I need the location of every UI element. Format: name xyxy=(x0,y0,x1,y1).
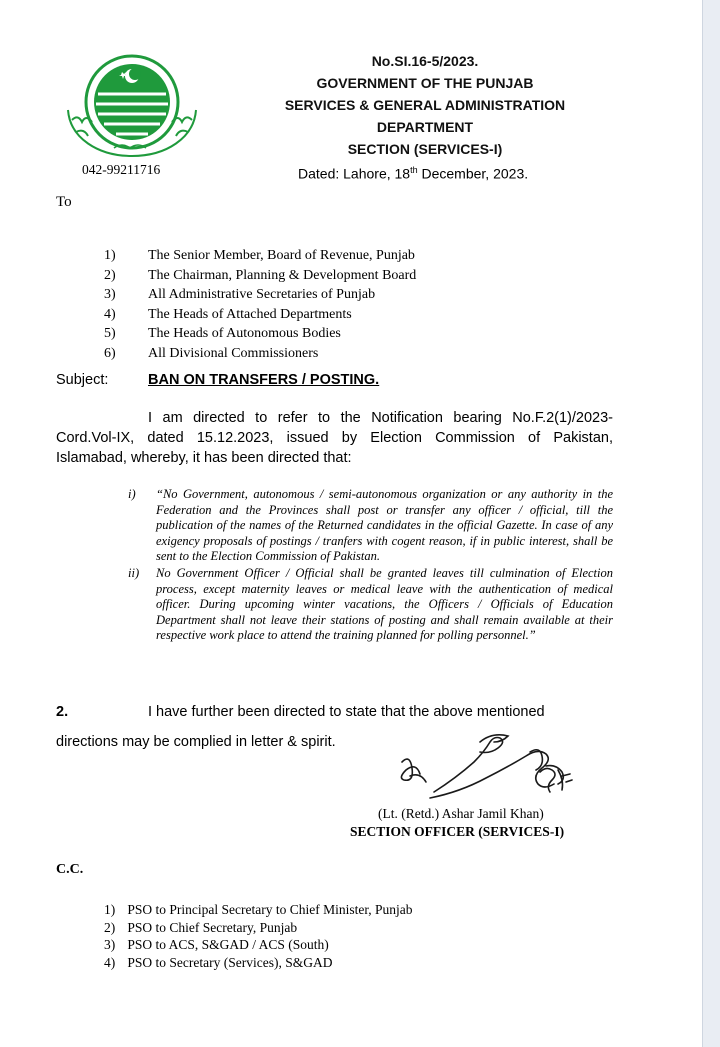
item-number: 2) xyxy=(104,919,116,935)
date-suffix: December, 2023. xyxy=(417,165,529,182)
date-prefix: Dated: Lahore, 18 xyxy=(298,165,411,182)
list-item xyxy=(104,919,413,937)
subject-text: BAN ON TRANSFERS / POSTING. xyxy=(148,372,380,388)
recipient-list xyxy=(104,246,416,363)
item-text: PSO to Secretary (Services), S&GAD xyxy=(127,954,333,970)
list-item xyxy=(104,246,416,266)
to-label: To xyxy=(56,194,72,210)
signatory-title: SECTION OFFICER (SERVICES-I) xyxy=(350,824,565,839)
paragraph-2-line-1: I have further been directed to state that the above mentioned xyxy=(148,704,545,720)
list-item xyxy=(104,901,413,919)
list-item xyxy=(104,305,416,325)
handwritten-signature xyxy=(390,732,590,814)
item-number: 4) xyxy=(104,306,116,322)
item-text: All Administrative Secretaries of Punjab xyxy=(148,287,376,302)
department-line-2: DEPARTMENT xyxy=(376,119,474,135)
item-text: The Senior Member, Board of Revenue, Punjab xyxy=(148,248,415,263)
direction-number: i) xyxy=(128,487,136,501)
paragraph-1-text: I am directed to refer to the Notification bearing No.F.2(1)/2023-Cord.Vol-IX, dated 15.12.2023, issued by Election Commission of Pakistan, Islamabad, whereby, it has been directed that: xyxy=(56,410,613,466)
item-number: 4) xyxy=(104,954,116,970)
list-item xyxy=(104,266,416,286)
item-text: PSO to Chief Secretary, Punjab xyxy=(127,919,298,935)
item-text: The Chairman, Planning & Development Board xyxy=(148,267,417,283)
directions-quote xyxy=(128,487,613,645)
item-text: All Divisional Commissioners xyxy=(148,345,319,361)
list-item xyxy=(104,344,416,364)
direction-text: No Government Officer / Official shall be granted leaves till culmination of Election process, except maternity leaves or medical leave with the authentication of medical officer. During upcoming winter vacations, the Officers / Officials of Education Department shall not leave their stations of posting and shall remain available at their respective work place to attend the training planned for polling personnel.” xyxy=(156,565,613,643)
direction-item xyxy=(128,566,613,644)
paragraph-2-line-2: directions may be complied in letter & spirit. xyxy=(56,734,336,750)
section-name: SECTION (SERVICES-I) xyxy=(347,141,503,157)
list-item xyxy=(104,936,413,954)
item-text: PSO to ACS, S&GAD / ACS (South) xyxy=(127,937,329,952)
cc-list xyxy=(104,901,413,971)
item-text: The Heads of Autonomous Bodies xyxy=(148,326,341,341)
direction-item xyxy=(128,487,613,565)
list-item xyxy=(104,954,413,972)
item-number: 2) xyxy=(104,267,116,283)
punjab-government-logo xyxy=(58,50,206,162)
direction-number: ii) xyxy=(128,565,140,580)
item-number: 5) xyxy=(104,326,116,341)
item-number: 6) xyxy=(104,345,116,361)
government-name: GOVERNMENT OF THE PUNJAB xyxy=(316,75,534,91)
item-number: 1) xyxy=(104,902,116,917)
item-text: The Heads of Attached Departments xyxy=(148,306,352,322)
direction-text: “No Government, autonomous / semi-autonomous organization or any authority in the Federation and the Provinces shall post or transfer any officer / official, till the publication of the names of the Returned candidates in the official Gazette. In case of any exigency proposals of postings / tranfers with cogent reason, if in public interest, shall be sent to the Election Commission of Pakistan. xyxy=(156,487,613,564)
list-item xyxy=(104,285,416,305)
date-line xyxy=(298,165,528,182)
list-item xyxy=(104,324,416,344)
item-text: PSO to Principal Secretary to Chief Minister, Punjab xyxy=(127,902,413,917)
letter-header xyxy=(250,50,600,160)
paragraph-1 xyxy=(56,408,613,468)
item-number: 3) xyxy=(104,287,116,302)
subject-label: Subject: xyxy=(56,372,109,388)
item-number: 3) xyxy=(104,937,116,952)
date-suffix-sup: th xyxy=(410,165,418,175)
department-line-1: SERVICES & GENERAL ADMINISTRATION xyxy=(284,97,566,113)
item-number: 1) xyxy=(104,248,116,263)
phone-number: 042-99211716 xyxy=(82,162,161,177)
signatory-name: (Lt. (Retd.) Ashar Jamil Khan) xyxy=(378,806,544,821)
paragraph-2-number: 2. xyxy=(56,704,69,720)
letter-number: No.SI.16-5/2023. xyxy=(371,53,479,69)
cc-label: C.C. xyxy=(56,862,84,877)
